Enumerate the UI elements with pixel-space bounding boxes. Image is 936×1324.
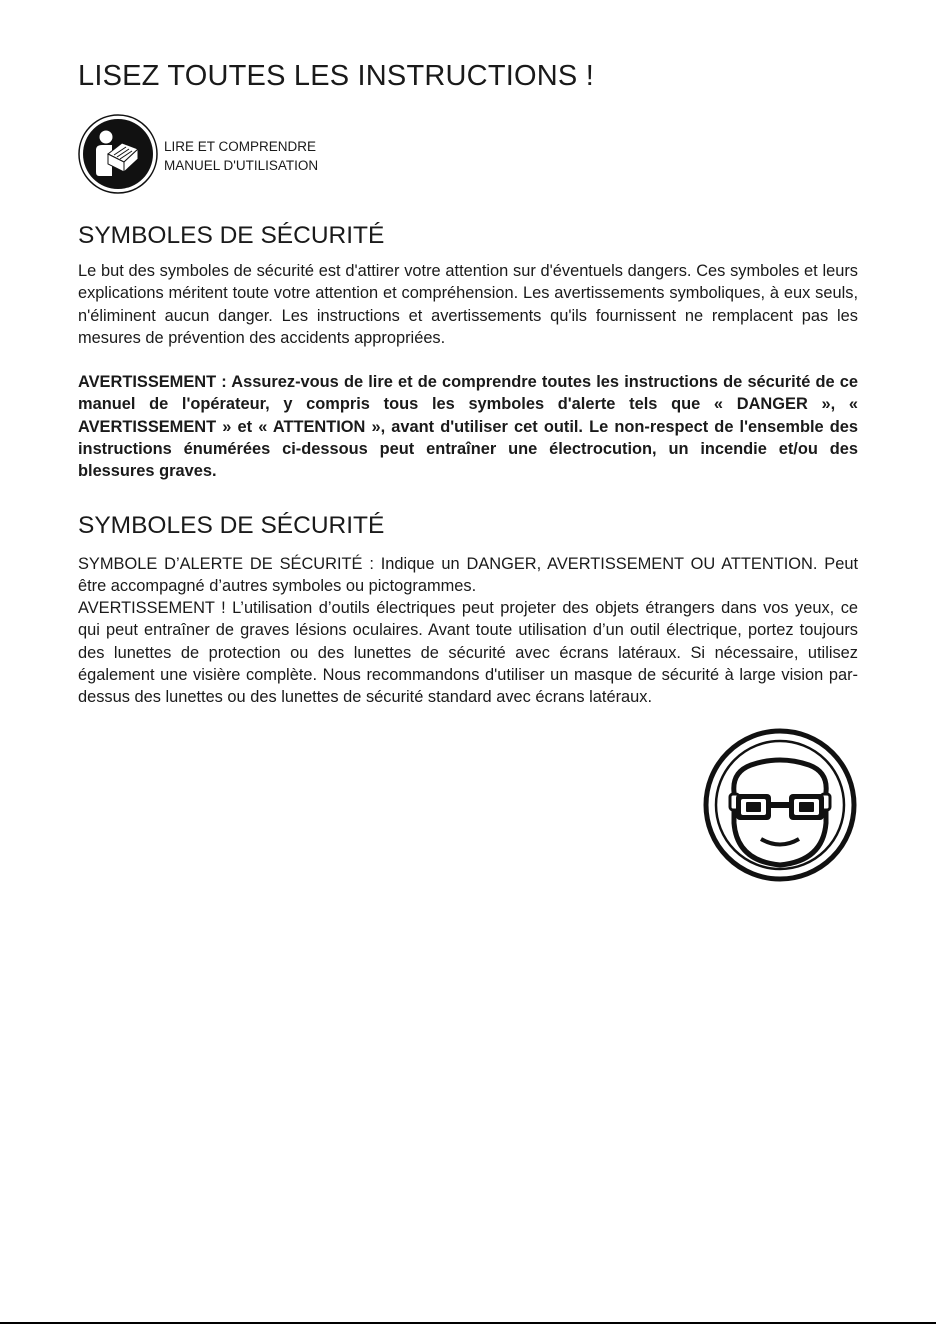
read-manual-notice (78, 114, 318, 194)
eye-protection-icon (703, 728, 857, 882)
safety-alert-symbol-text: SYMBOLE D’ALERTE DE SÉCURITÉ : Indique un DANGER, AVERTISSEMENT OU ATTENTION. Peut être accompagné d’autres symboles ou pictogrammes. (78, 555, 858, 596)
read-manual-line-2: MANUEL D'UTILISATION (164, 158, 319, 173)
read-manual-line-1: LIRE ET COMPRENDRE (164, 139, 317, 154)
operator-manual-warning: AVERTISSEMENT : Assurez-vous de lire et de comprendre toutes les instructions de sécurité de ce manuel de l'opérateur, y compris tous les symboles d'alerte tels que « DANGER », « AVERTISSEMENT » et « ATTENTION », avant d'utiliser cet outil. Le non-respect de l'ensemble des instructions énumérées ci-dessous peut entraîner une électrocution, un incendie et/ou des blessures graves. (78, 373, 858, 481)
section-heading-safety-symbols-2: SYMBOLES DE SÉCURITÉ (78, 512, 385, 539)
read-manual-icon (78, 114, 158, 194)
section-heading-safety-symbols: SYMBOLES DE SÉCURITÉ (78, 222, 385, 249)
page-title: LISEZ TOUTES LES INSTRUCTIONS ! (78, 60, 594, 92)
eye-protection-warning: AVERTISSEMENT ! L’utilisation d’outils électriques peut projeter des objets étrangers dans vos yeux, ce qui peut entraîner de graves lésions oculaires. Avant toute utilisation d’un outil électrique, portez toujours des lunettes de protection ou des lunettes de sécurité avec écrans latéraux. Si nécessaire, utilisez également une visière complète. Nous recommandons d'utiliser un masque de sécurité à large vision par-dessus des lunettes ou des lunettes de sécurité standard avec écrans latéraux. (78, 599, 858, 707)
read-manual-label (164, 133, 318, 175)
safety-symbols-paragraph: Le but des symboles de sécurité est d'attirer votre attention sur d'éventuels dangers. Ces symboles et leurs explications méritent toute votre attention et compréhension. Les avertissements symboliques, à eux seuls, n'éliminent aucun danger. Les instructions et avertissements qu'ils fournissent ne remplacent pas les mesures de prévention des accidents appropriées. (78, 262, 858, 347)
